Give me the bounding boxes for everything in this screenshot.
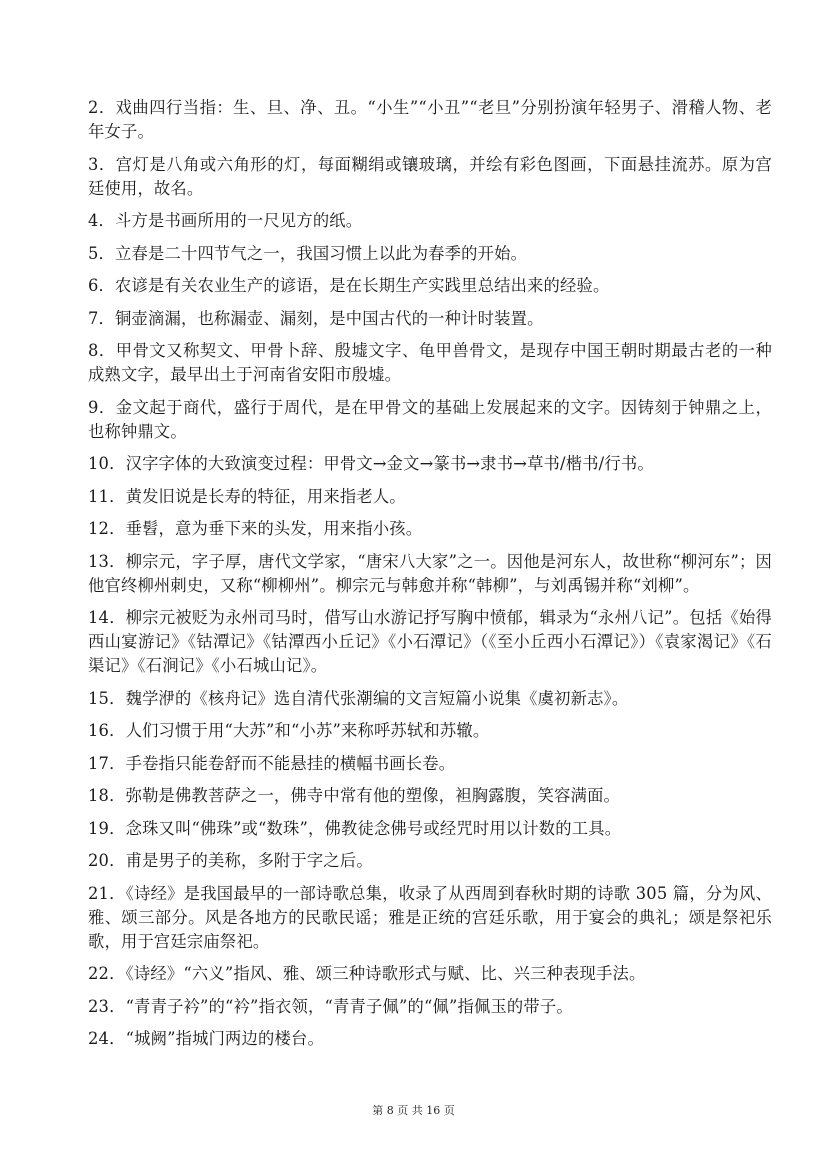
list-item: 7．铜壶滴漏，也称漏壶、漏刻，是中国古代的一种计时装置。 bbox=[88, 308, 544, 328]
list-item: 18．弥勒是佛教菩萨之一，佛寺中常有他的塑像，袒胸露腹，笑容满面。 bbox=[88, 786, 621, 805]
list-item: 20．甫是男子的美称，多附于字之后。 bbox=[88, 851, 373, 870]
list-item: 9．金文起于商代，盛行于周代，是在甲骨文的基础上发展起来的文字。因铸刻于钟鼎之上，也称钟鼎文。 bbox=[88, 397, 772, 441]
document-body bbox=[88, 96, 772, 1060]
list-item: 16．人们习惯于用“大苏”和“小苏”来称呼苏轼和苏辙。 bbox=[88, 721, 490, 740]
list-item: 12．垂髫，意为垂下来的头发，用来指小孩。 bbox=[88, 519, 423, 538]
list-item: 22．《诗经》“六义”指风、雅、颂三种诗歌形式与赋、比、兴三种表现手法。 bbox=[88, 964, 646, 983]
list-item: 14．柳宗元被贬为永州司马时，借写山水游记抒写胸中愤郁，辑录为“永州八记”。包括《始得西山宴游记》《钴潭记》《钴潭西小丘记》《小石潭记》（《至小丘西小石潭记》）《袁家渴记》《石渠记》《石涧记》《小石城山记》。 bbox=[88, 608, 773, 675]
list-item: 4．斗方是书画所用的一尺见方的纸。 bbox=[88, 211, 363, 230]
list-item: 17．手卷指只能卷舒而不能悬挂的横幅书画长卷。 bbox=[88, 753, 456, 773]
list-item: 15．魏学洢的《核舟记》选自清代张潮编的文言短篇小说集《虞初新志》。 bbox=[88, 688, 629, 708]
list-item: 2．戏曲四行当指：生、旦、净、丑。“小生”“小丑”“老旦”分别扮演年轻男子、滑稽人物、老年女子。 bbox=[88, 98, 772, 141]
list-item: 19．念珠又叫“佛珠”或“数珠”，佛教徒念佛号或经咒时用以计数的工具。 bbox=[88, 818, 622, 838]
list-item: 3．宫灯是八角或六角形的灯，每面糊绢或镶玻璃，并绘有彩色图画，下面悬挂流苏。原为宫廷使用，故名。 bbox=[88, 154, 772, 198]
page-footer: 第 8 页 共 16 页 bbox=[372, 1104, 455, 1117]
list-item: 10．汉字字体的大致演变过程：甲骨文→金文→篆书→隶书→草书/楷书/行书。 bbox=[88, 454, 654, 473]
list-item: 11．黄发旧说是长寿的特征，用来指老人。 bbox=[88, 486, 406, 506]
list-item: 23．“青青子衿”的“衿”指衣领，“青青子佩”的“佩”指佩玉的带子。 bbox=[88, 996, 573, 1016]
list-item: 13．柳宗元，字子厚，唐代文学家，“唐宋八大家”之一。因他是河东人，故世称“柳河东”；因他官终柳州刺史，又称“柳柳州”。柳宗元与韩愈并称“韩柳”，与刘禹锡并称“刘柳”。 bbox=[88, 551, 772, 595]
list-item: 5．立春是二十四节气之一，我国习惯上以此为春季的开始。 bbox=[88, 243, 528, 263]
list-item: 24．“城阙”指城门两边的楼台。 bbox=[88, 1029, 324, 1048]
list-item: 8．甲骨文又称契文、甲骨卜辞、殷墟文字、龟甲兽骨文，是现存中国王朝时期最古老的一种成熟文字，最早出土于河南省安阳市殷墟。 bbox=[88, 341, 772, 384]
list-item: 21．《诗经》是我国最早的一部诗歌总集，收录了从西周到春秋时期的诗歌 305 篇，分为风、雅、颂三部分。风是各地方的民歌民谣；雅是正统的宫廷乐歌，用于宴会的典礼；颂是祭祀乐歌，用于宫廷宗庙祭祀。 bbox=[88, 883, 772, 951]
list-item: 6．农谚是有关农业生产的谚语，是在长期生产实践里总结出来的经验。 bbox=[88, 276, 610, 295]
